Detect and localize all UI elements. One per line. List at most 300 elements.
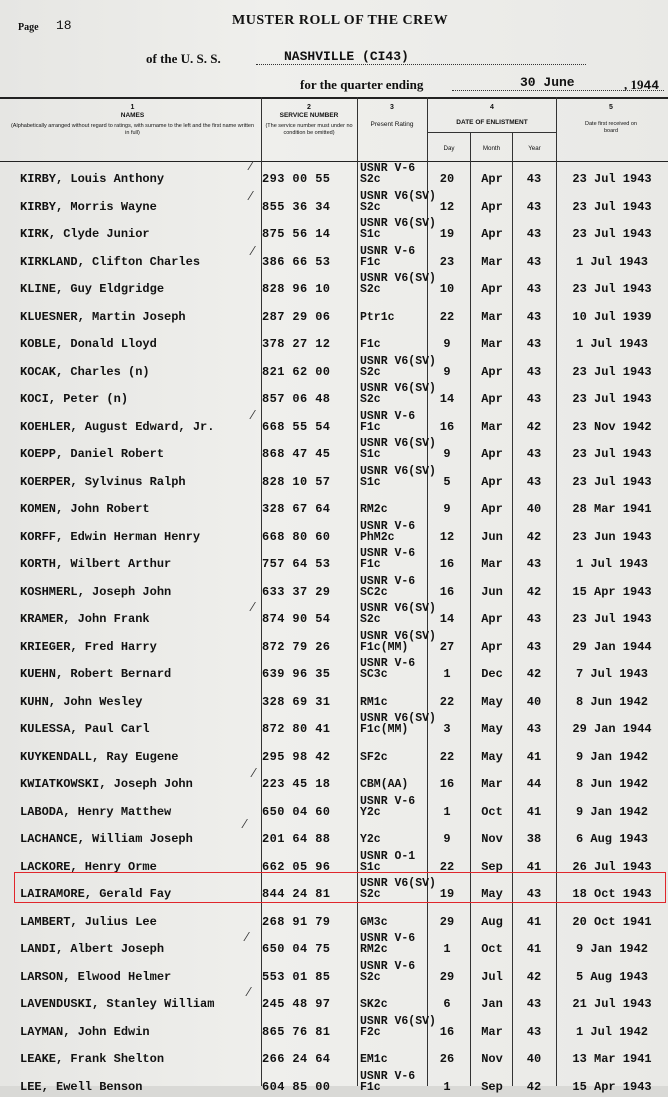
enlist-year: 43	[526, 172, 542, 186]
crew-name: LAIRAMORE, Gerald Fay	[20, 887, 172, 901]
service-number: 293 00 55	[262, 172, 331, 186]
table-row	[0, 795, 668, 822]
enlist-day: 9	[443, 502, 451, 516]
crew-name: KLINE, Guy Eldgridge	[20, 282, 165, 296]
rating: RM2c	[360, 943, 388, 956]
rating: Y2c	[360, 805, 381, 819]
crew-name: KUHN, John Wesley	[20, 694, 143, 709]
rating-reserve: USNR V6(SV)	[360, 437, 436, 450]
rating-reserve: USNR V6(SV)	[360, 217, 436, 230]
service-number: 875 56 14	[262, 227, 331, 241]
rating-reserve: USNR V-6	[360, 162, 416, 175]
crew-name: LAYMAN, John Edwin	[20, 1024, 150, 1039]
enlist-year: 43	[526, 997, 542, 1011]
enlist-day: 27	[439, 639, 455, 654]
enlist-year: 41	[526, 942, 542, 956]
service-number: 650 04 75	[262, 942, 331, 956]
enlist-day: 1	[443, 1079, 451, 1094]
service-number: 757 64 53	[262, 557, 331, 571]
enlist-year: 41	[526, 749, 542, 764]
enlist-day: 22	[439, 749, 455, 764]
service-number: 857 06 48	[262, 392, 331, 406]
rating: F1c	[360, 255, 381, 269]
rating: S1c	[360, 860, 381, 874]
table-row	[0, 767, 668, 794]
table-row	[0, 187, 668, 217]
crew-name: LARSON, Elwood Helmer	[20, 969, 172, 984]
enlist-month: Jul	[481, 969, 503, 984]
enlist-day: 14	[439, 612, 455, 626]
rating: F2c	[360, 1025, 381, 1039]
rating: SC3c	[360, 668, 388, 681]
enlist-day: 20	[439, 172, 455, 186]
table-row	[0, 465, 668, 492]
enlist-day: 29	[439, 914, 455, 929]
rating-reserve: USNR V-6	[360, 657, 416, 670]
enlist-month: Apr	[481, 612, 503, 626]
received-date: 23 Jul 1943	[572, 199, 652, 214]
service-number: 378 27 12	[262, 337, 331, 351]
enlist-month: Apr	[481, 282, 503, 296]
crew-name: KULESSA, Paul Carl	[20, 722, 150, 736]
rating: F1c	[360, 1080, 381, 1094]
table-row	[0, 740, 668, 767]
enlist-year: 42	[526, 529, 542, 544]
enlist-year: 43	[526, 282, 542, 296]
crew-name: LEE, Ewell Benson	[20, 1079, 143, 1094]
enlist-year: 43	[526, 227, 542, 241]
enlist-day: 3	[443, 722, 451, 736]
rating: SK2c	[360, 998, 388, 1011]
enlist-day: 1	[443, 942, 451, 956]
enlist-month: Apr	[481, 172, 503, 186]
service-number: 328 67 64	[262, 502, 331, 516]
rating: S2c	[360, 970, 381, 984]
table-row	[0, 685, 668, 712]
rating-reserve: USNR V6(SV)	[360, 189, 436, 203]
enlist-month: Sep	[481, 859, 503, 874]
received-date: 15 Apr 1943	[572, 1079, 652, 1094]
enlist-month: Jun	[481, 529, 503, 544]
crew-name: LEAKE, Frank Shelton	[20, 1052, 165, 1066]
crew-name: KOBLE, Donald Lloyd	[20, 337, 157, 351]
crew-name: LABODA, Henry Matthew	[20, 804, 172, 819]
header-rating	[358, 104, 426, 128]
rating: PhM2c	[360, 530, 395, 544]
crew-name: KUYKENDALL, Ray Eugene	[20, 749, 179, 764]
enlist-year: 42	[526, 419, 542, 434]
header-names	[10, 104, 255, 137]
received-date: 23 Jul 1943	[572, 172, 652, 186]
service-number: 386 66 53	[262, 254, 331, 269]
rating-reserve: USNR V6(SV)	[360, 272, 436, 285]
pencil-tick-mark: ⁄	[253, 765, 256, 780]
enlist-day: 22	[439, 694, 455, 709]
enlist-year: 43	[526, 557, 542, 571]
rating: F1c(MM)	[360, 640, 409, 654]
table-row	[0, 300, 668, 327]
enlist-year: 43	[526, 887, 542, 901]
enlist-day: 6	[443, 997, 451, 1011]
service-number: 855 36 34	[262, 199, 331, 214]
enlist-day: 29	[439, 969, 455, 984]
enlist-year: 41	[526, 859, 542, 874]
enlist-year: 43	[526, 639, 542, 654]
received-date: 6 Aug 1943	[575, 832, 648, 846]
rating-reserve: USNR V6(SV)	[360, 712, 436, 725]
crew-name: KLUESNER, Martin Joseph	[20, 309, 186, 324]
enlist-day: 9	[443, 447, 451, 461]
service-number: 874 90 54	[262, 612, 331, 626]
enlist-day: 16	[439, 1024, 455, 1039]
rating: RM1c	[360, 695, 388, 709]
received-date: 10 Jul 1939	[572, 309, 652, 324]
col1-title: NAMES	[120, 112, 145, 119]
col3-title: Present Rating	[370, 121, 414, 128]
enlist-year: 42	[526, 1079, 542, 1094]
enlist-month: Apr	[481, 364, 503, 379]
table-row	[0, 905, 668, 932]
received-date: 8 Jun 1942	[575, 694, 648, 709]
enlist-year: 43	[526, 1024, 542, 1039]
enlist-day: 19	[439, 227, 455, 241]
enlist-year: 43	[526, 447, 542, 461]
col5-title: Date first received on board	[585, 121, 637, 134]
rating-reserve: USNR V-6	[360, 547, 416, 560]
pencil-tick-mark: ⁄	[252, 406, 255, 422]
crew-name: KOERPER, Sylvinus Ralph	[20, 474, 186, 489]
received-date: 28 Mar 1941	[572, 502, 652, 516]
service-number: 865 76 81	[262, 1024, 331, 1039]
enlist-month: Apr	[481, 639, 503, 654]
table-row	[0, 355, 668, 382]
col1-note: (Alphabetically arranged without regard to ratings, with surname to the left and the first name written in full)	[10, 123, 255, 136]
service-number: 245 48 97	[262, 997, 331, 1011]
crew-name: LANDI, Albert Joseph	[20, 942, 165, 956]
pencil-tick-mark: ⁄	[250, 187, 253, 203]
header-received	[557, 104, 665, 135]
table-row	[0, 599, 668, 629]
enlist-year: 42	[526, 667, 542, 681]
rating: F1c	[360, 420, 381, 434]
enlist-day: 26	[439, 1052, 455, 1066]
quarter-date: 30 June	[520, 75, 575, 90]
table-row	[0, 984, 668, 1014]
rating: GM3c	[360, 915, 388, 929]
table-row	[0, 406, 668, 437]
crew-name: KORFF, Edwin Herman Henry	[20, 529, 201, 544]
enlist-month: May	[481, 722, 503, 736]
received-date: 23 Jul 1943	[572, 392, 652, 406]
table-row	[0, 217, 668, 244]
rating: S1c	[360, 475, 381, 489]
service-number: 553 01 85	[262, 969, 331, 984]
enlist-year: 38	[526, 832, 542, 846]
table-row	[0, 575, 668, 602]
table-row	[0, 712, 668, 739]
rating-reserve: USNR V6(SV)	[360, 602, 436, 615]
enlist-year: 43	[526, 364, 542, 379]
rating: S2c	[360, 393, 381, 406]
rating-reserve: USNR V-6	[360, 959, 416, 973]
enlist-day: 16	[439, 777, 455, 791]
enlist-month: May	[481, 887, 503, 901]
crew-name: KOCI, Peter (n)	[20, 392, 129, 406]
rating-reserve: USNR V6(SV)	[360, 629, 436, 643]
enlist-year: 40	[526, 502, 542, 516]
enlist-year: 42	[526, 584, 542, 599]
col2-number: 2	[307, 104, 311, 111]
table-row	[0, 1015, 668, 1042]
crew-name: LAVENDUSKI, Stanley William	[20, 997, 215, 1011]
table-row	[0, 547, 668, 574]
table-row	[0, 657, 668, 684]
rating: S2c	[360, 200, 381, 214]
rating: S2c	[360, 888, 381, 901]
table-row	[0, 158, 668, 189]
pencil-tick-mark: ⁄	[252, 599, 255, 614]
received-date: 23 Nov 1942	[572, 419, 652, 434]
enlist-day: 22	[439, 309, 455, 324]
service-number: 295 98 42	[262, 749, 331, 764]
received-date: 1 Jul 1942	[575, 1024, 648, 1039]
enlist-month: Jan	[481, 997, 503, 1011]
received-date: 9 Jan 1942	[575, 942, 648, 956]
rating: CBM(AA)	[360, 778, 409, 791]
received-date: 18 Oct 1943	[572, 887, 652, 901]
enlist-day: 1	[443, 667, 451, 681]
enlist-month: Apr	[481, 447, 503, 461]
crew-name: KIRBY, Louis Anthony	[20, 172, 165, 186]
rating-reserve: USNR V-6	[360, 409, 416, 423]
received-date: 21 Jul 1943	[572, 997, 652, 1011]
crew-name: KOSHMERL, Joseph John	[20, 584, 172, 599]
pencil-tick-mark: ⁄	[246, 929, 249, 944]
enlist-day: 19	[439, 887, 455, 901]
pencil-tick-mark: ⁄	[252, 242, 255, 258]
crew-name: KOEPP, Daniel Robert	[20, 447, 165, 461]
received-date: 8 Jun 1942	[575, 777, 648, 791]
ship-dotted-line	[256, 64, 586, 65]
of-the-uss-label: of the U. S. S.	[146, 51, 221, 66]
received-date: 26 Jul 1943	[572, 859, 652, 874]
enlist-month: Oct	[481, 942, 503, 956]
rating: S1c	[360, 448, 381, 461]
crew-name: KWIATKOWSKI, Joseph John	[20, 777, 193, 791]
received-date: 7 Jul 1943	[575, 667, 648, 681]
crew-name: KRIEGER, Fred Harry	[20, 639, 157, 654]
enlist-day: 1	[443, 804, 451, 819]
enlist-month: Apr	[481, 474, 503, 489]
service-number: 668 55 54	[262, 419, 331, 434]
service-number: 662 05 96	[262, 859, 331, 874]
col5-number: 5	[609, 104, 613, 111]
service-number: 604 85 00	[262, 1079, 331, 1094]
enlist-month: Mar	[481, 337, 503, 351]
enlist-month: May	[481, 749, 503, 764]
enlist-day: 16	[439, 584, 455, 599]
enlist-year: 43	[526, 474, 542, 489]
service-number: 266 24 64	[262, 1052, 331, 1066]
table-row	[0, 630, 668, 657]
quarter-label: for the quarter ending	[300, 77, 424, 92]
enlist-month: Dec	[481, 667, 503, 681]
received-date: 1 Jul 1943	[575, 337, 648, 351]
received-date: 23 Jul 1943	[572, 447, 652, 461]
enlist-year: 43	[526, 309, 542, 324]
pencil-tick-mark: ⁄	[244, 816, 247, 831]
service-number: 201 64 88	[262, 832, 331, 846]
enlist-month: Apr	[481, 199, 503, 214]
table-row	[0, 437, 668, 464]
rating: S1c	[360, 228, 381, 241]
table-row	[0, 816, 668, 849]
enlist-day: 16	[439, 557, 455, 571]
received-date: 23 Jul 1943	[572, 364, 652, 379]
rating: S2c	[360, 173, 381, 186]
enlist-day: 16	[439, 419, 455, 434]
rating: Y2c	[360, 833, 381, 846]
enlist-month: Mar	[481, 777, 503, 791]
rating-reserve: USNR V-6	[360, 1069, 416, 1083]
table-row	[0, 242, 668, 272]
received-date: 23 Jul 1943	[572, 282, 652, 296]
crew-name: LACKORE, Henry Orme	[20, 859, 157, 874]
col4-number: 4	[490, 104, 494, 111]
col2-title: SERVICE NUMBER	[279, 112, 339, 119]
table-row	[0, 520, 668, 547]
rating: F1c	[360, 338, 381, 351]
rating-reserve: USNR V6(SV)	[360, 354, 436, 368]
crew-name: KRAMER, John Frank	[20, 612, 150, 626]
received-date: 23 Jul 1943	[572, 474, 652, 489]
received-date: 20 Oct 1941	[572, 914, 652, 929]
rating: RM2c	[360, 503, 388, 516]
col2-note: (The service number must under no condition be omitted)	[265, 123, 353, 136]
enlist-day: 12	[439, 529, 455, 544]
table-row	[0, 960, 668, 987]
crew-name: KOCAK, Charles (n)	[20, 364, 150, 379]
enlist-year: 40	[526, 1052, 542, 1066]
crew-name: LACHANCE, William Joseph	[20, 832, 193, 846]
service-number: 668 80 60	[262, 529, 331, 544]
crew-name: KOEHLER, August Edward, Jr.	[20, 419, 215, 434]
enlist-month: Apr	[481, 392, 503, 406]
enlist-month: Nov	[481, 1052, 503, 1066]
rating-reserve: USNR V-6	[360, 932, 416, 945]
col4-year: Year	[528, 145, 541, 152]
enlist-year: 40	[526, 694, 542, 709]
page-title: MUSTER ROLL OF THE CREW	[232, 13, 449, 28]
rating-reserve: USNR V-6	[360, 244, 416, 258]
quarter-year-value: 44	[643, 78, 660, 93]
header-enlistment	[428, 104, 556, 126]
service-number: 287 29 06	[262, 309, 331, 324]
service-number: 639 96 35	[262, 667, 331, 681]
rating: EM1c	[360, 1053, 388, 1066]
crew-name: KUEHN, Robert Bernard	[20, 667, 172, 681]
received-date: 23 Jul 1943	[572, 612, 652, 626]
rating-reserve: USNR V6(SV)	[360, 877, 436, 890]
service-number: 650 04 60	[262, 804, 331, 819]
highlighted-row-box	[14, 872, 666, 903]
crew-name: KIRBY, Morris Wayne	[20, 199, 157, 214]
rating-reserve: USNR V6(SV)	[360, 382, 436, 395]
service-number: 633 37 29	[262, 584, 331, 599]
col3-number: 3	[390, 104, 394, 111]
enlist-month: May	[481, 694, 503, 709]
received-date: 23 Jun 1943	[572, 529, 652, 544]
enlist-month: Jun	[481, 584, 503, 599]
rating-reserve: USNR V-6	[360, 519, 416, 533]
pencil-tick-mark: ⁄	[248, 984, 251, 999]
received-date: 15 Apr 1943	[572, 584, 652, 599]
enlist-year: 44	[526, 777, 542, 791]
rating: SC2c	[360, 585, 388, 599]
rating-reserve: USNR V-6	[360, 574, 416, 588]
service-number: 844 24 81	[262, 887, 331, 901]
service-number: 821 62 00	[262, 364, 331, 379]
received-date: 29 Jan 1944	[572, 722, 652, 736]
service-number: 828 10 57	[262, 474, 331, 489]
table-row	[0, 382, 668, 409]
rating: SF2c	[360, 750, 388, 764]
rating-reserve: USNR O-1	[360, 849, 416, 863]
received-date: 29 Jan 1944	[572, 639, 652, 654]
crew-name: KIRK, Clyde Junior	[20, 227, 150, 241]
enlist-year: 43	[526, 199, 542, 214]
enlist-month: Mar	[481, 419, 503, 434]
service-number: 868 47 45	[262, 447, 331, 461]
rating-reserve: USNR V-6	[360, 794, 416, 808]
rating: S2c	[360, 365, 381, 379]
enlist-year: 42	[526, 969, 542, 984]
enlist-day: 10	[439, 282, 455, 296]
received-date: 23 Jul 1943	[572, 227, 652, 241]
enlist-month: Mar	[481, 1024, 503, 1039]
rating-reserve: USNR V6(SV)	[360, 1014, 436, 1028]
enlist-year: 43	[526, 392, 542, 406]
col4-day: Day	[443, 145, 455, 152]
enlist-year: 43	[526, 722, 542, 736]
table-row	[0, 272, 668, 299]
enlist-year: 43	[526, 612, 542, 626]
enlist-day: 14	[439, 392, 455, 406]
enlist-month: Apr	[481, 227, 503, 241]
enlist-day: 23	[439, 254, 455, 269]
enlist-day: 22	[439, 859, 455, 874]
enlist-month: Sep	[481, 1079, 503, 1094]
service-number: 872 79 26	[262, 639, 331, 654]
col1-number: 1	[130, 104, 135, 111]
service-number: 328 69 31	[262, 694, 331, 709]
enlist-month: Mar	[481, 309, 503, 324]
enlistment-subheader-line	[427, 132, 556, 133]
crew-name: KOMEN, John Robert	[20, 502, 150, 516]
col4-month: Month	[482, 145, 501, 152]
rating-reserve: USNR V6(SV)	[360, 464, 436, 478]
header-service-number	[262, 104, 356, 137]
service-number: 268 91 79	[262, 914, 331, 929]
quarter-year-prefix: , 19	[624, 77, 644, 92]
table-row	[0, 1042, 668, 1069]
enlist-month: Mar	[481, 557, 503, 571]
enlist-day: 9	[443, 364, 451, 379]
pencil-tick-mark: ⁄	[250, 158, 253, 173]
ship-name: NASHVILLE (CI43)	[284, 49, 409, 64]
quarter-year	[624, 77, 659, 93]
enlist-day: 9	[443, 337, 451, 351]
